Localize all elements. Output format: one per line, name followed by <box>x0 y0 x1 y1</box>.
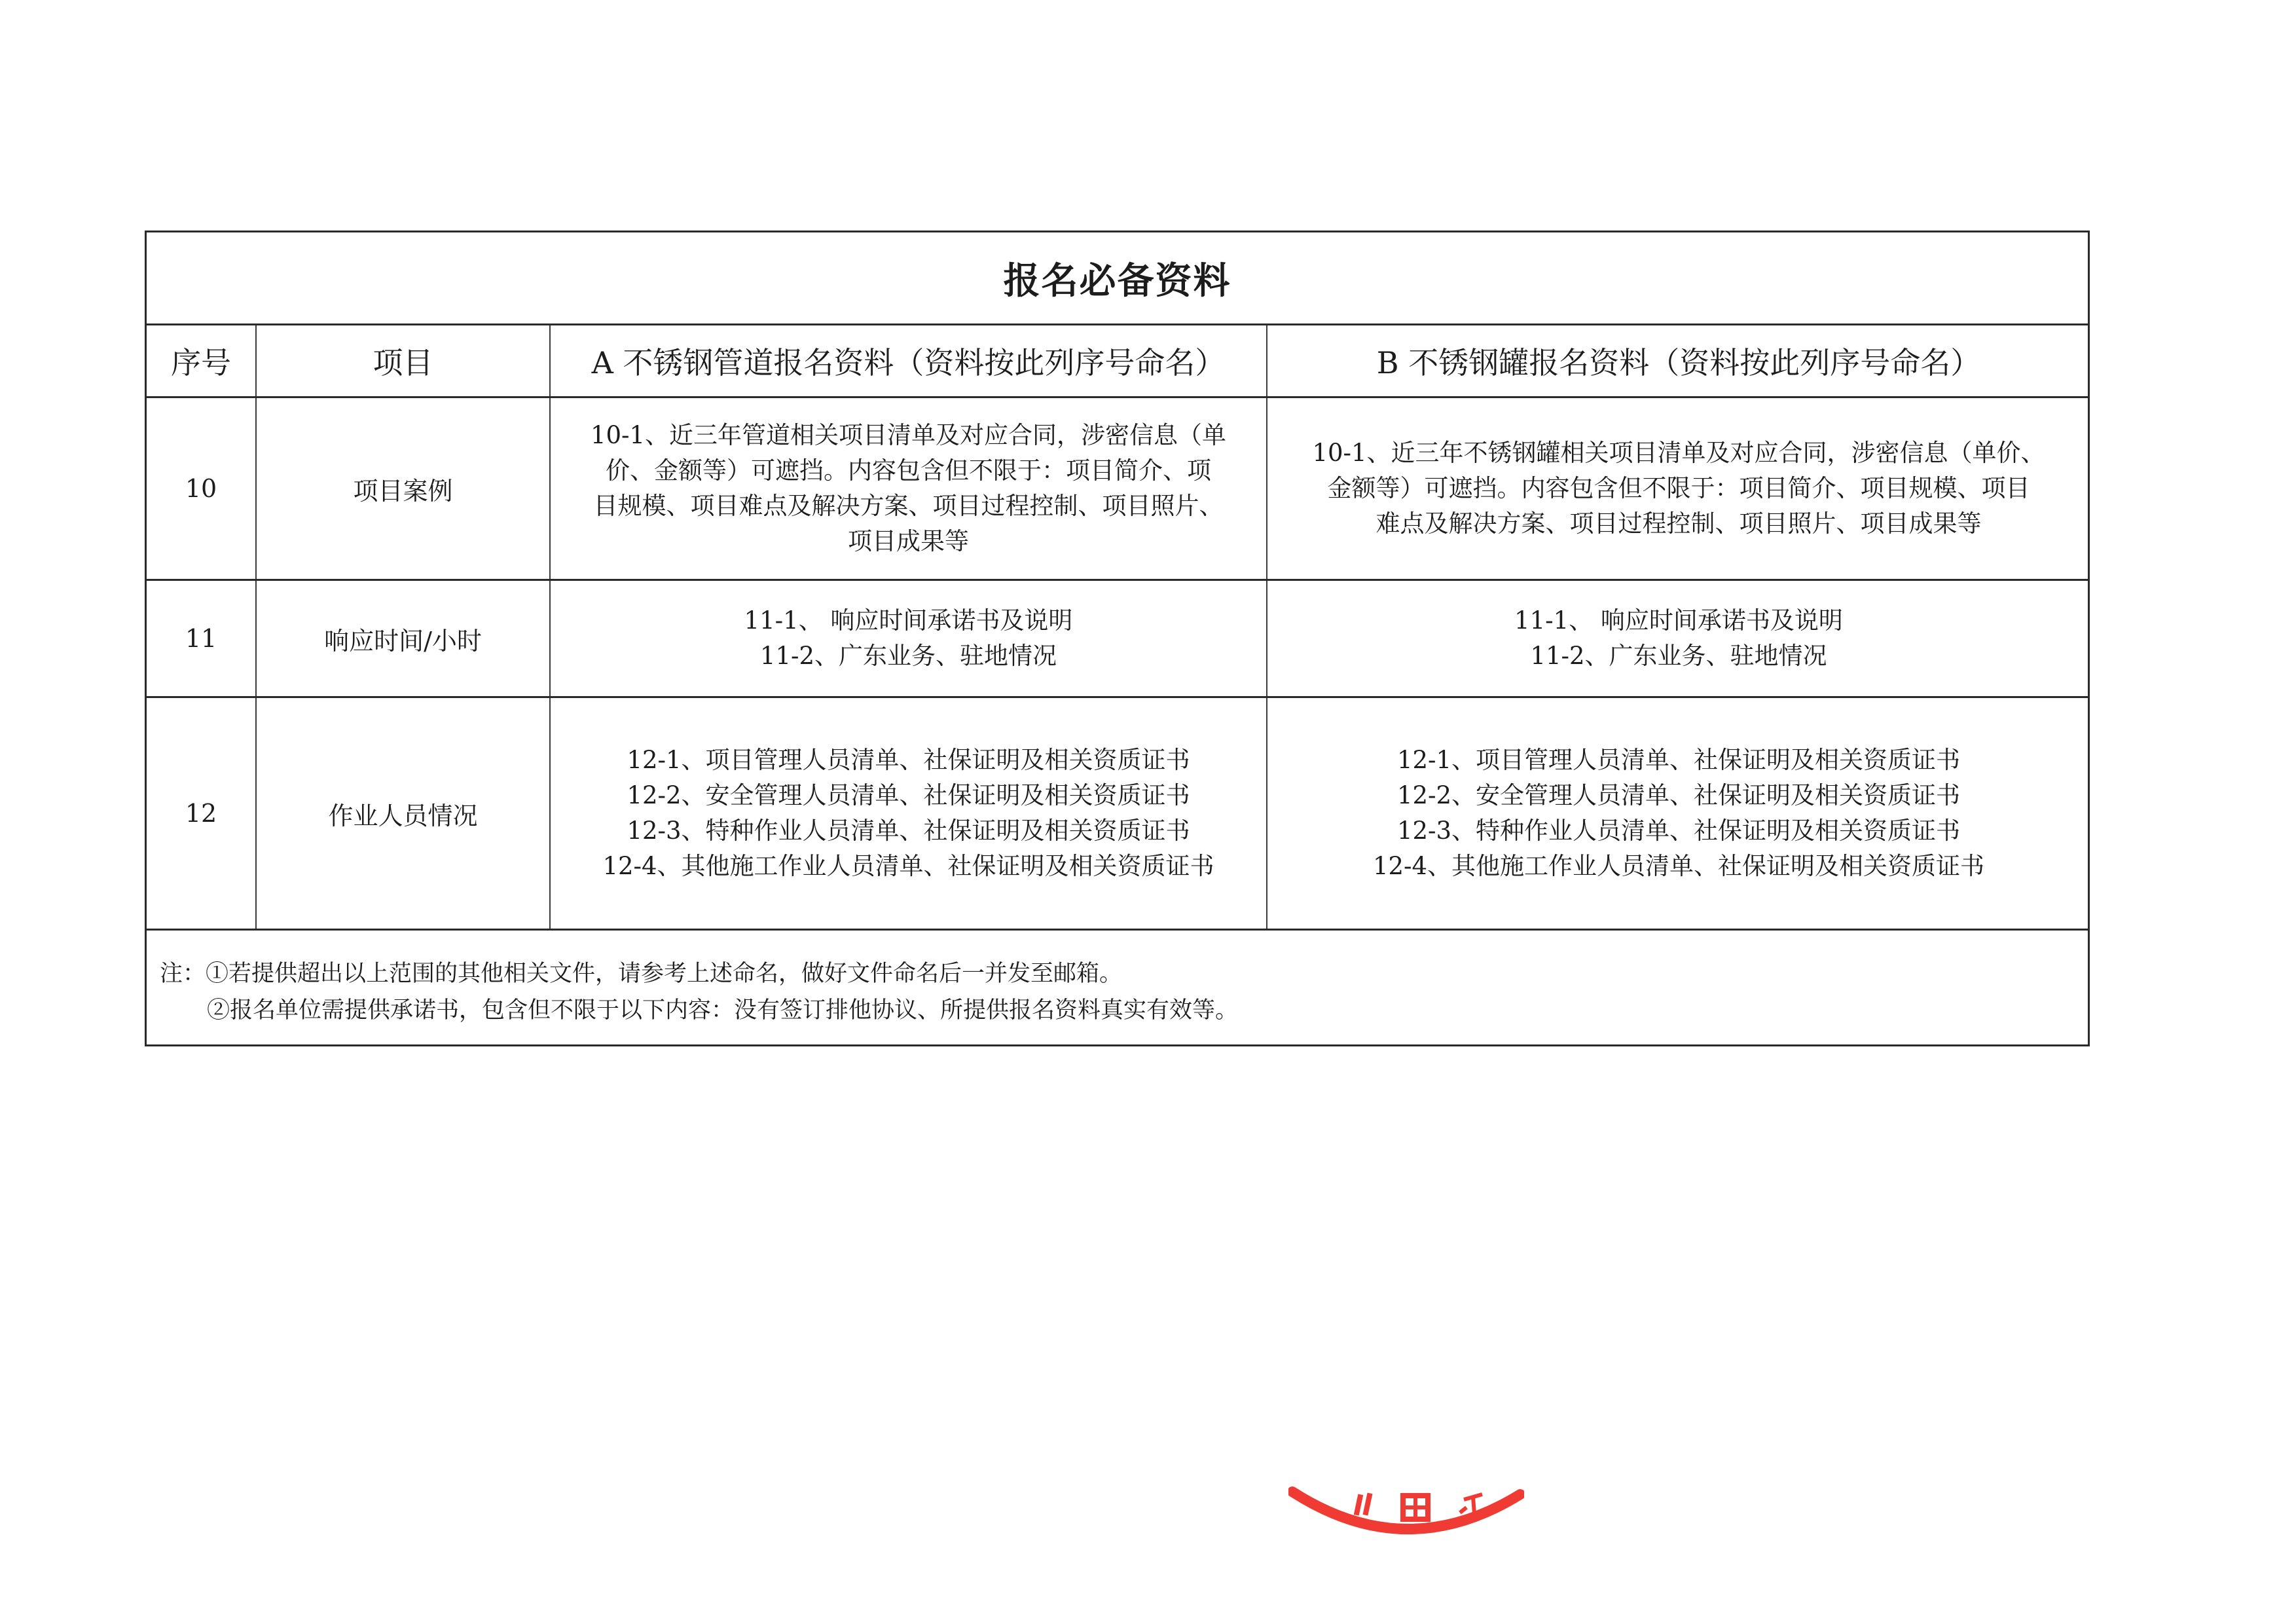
row-seq: 11 <box>147 581 257 696</box>
title-cell <box>147 232 2088 323</box>
row-item: 响应时间/小时 <box>257 581 551 696</box>
notes <box>147 931 2088 1044</box>
table-row <box>147 698 2088 931</box>
row-col-a <box>551 698 1267 929</box>
table-title: 报名必备资料 <box>1003 259 1231 303</box>
row-col-a <box>551 398 1267 579</box>
note-line-2: ②报名单位需提供承诺书，包含但不限于以下内容：没有签订排他协议、所提供报名资料真实有效等。 <box>207 997 1239 1024</box>
row-seq: 10 <box>147 398 257 579</box>
header-row <box>147 325 2088 398</box>
text-line: 11-1、 响应时间承诺书及说明 <box>744 606 1073 635</box>
row-item: 作业人员情况 <box>257 698 551 929</box>
text-line: 10-1、近三年管道相关项目清单及对应合同，涉密信息（单 <box>590 421 1227 449</box>
text-line: 12-1、项目管理人员清单、社保证明及相关资质证书 <box>1396 746 1961 774</box>
header-seq: 序号 <box>147 325 257 396</box>
row-col-a <box>551 581 1267 696</box>
text-line: 12-2、安全管理人员清单、社保证明及相关资质证书 <box>627 781 1190 809</box>
header-item: 项目 <box>257 325 551 396</box>
text-line: 难点及解决方案、项目过程控制、项目照片、项目成果等 <box>1376 509 1982 538</box>
row-item: 项目案例 <box>257 398 551 579</box>
row-col-b <box>1267 581 2090 696</box>
red-seal-stamp-icon <box>1288 1467 1524 1552</box>
text-line: 项目成果等 <box>848 527 969 555</box>
text-line: 11-1、 响应时间承诺书及说明 <box>1514 606 1843 635</box>
text-line: 12-4、其他施工作业人员清单、社保证明及相关资质证书 <box>1372 852 1985 880</box>
header-col-b: B 不锈钢罐报名资料（资料按此列序号命名） <box>1376 345 1981 380</box>
text-line: 12-4、其他施工作业人员清单、社保证明及相关资质证书 <box>602 852 1214 880</box>
header-col-a: A 不锈钢管道报名资料（资料按此列序号命名） <box>551 325 1267 396</box>
text-line: 12-3、特种作业人员清单、社保证明及相关资质证书 <box>1396 817 1961 845</box>
text-line: 11-2、广东业务、驻地情况 <box>759 642 1057 670</box>
row-col-b <box>1267 398 2090 579</box>
table-row <box>147 398 2088 581</box>
row-seq: 12 <box>147 698 257 929</box>
note-line-1: 注：①若提供超出以上范围的其他相关文件，请参考上述命名，做好文件命名后一并发至邮箱。 <box>160 961 1123 987</box>
title-row <box>147 232 2088 325</box>
row-col-b <box>1267 698 2090 929</box>
text-line: 12-2、安全管理人员清单、社保证明及相关资质证书 <box>1396 781 1961 809</box>
text-line: 10-1、近三年不锈钢罐相关项目清单及对应合同，涉密信息（单价、 <box>1312 439 2045 467</box>
text-line: 12-3、特种作业人员清单、社保证明及相关资质证书 <box>627 817 1190 845</box>
requirements-table <box>145 231 2090 1046</box>
text-line: 目规模、项目难点及解决方案、项目过程控制、项目照片、 <box>593 492 1224 520</box>
text-line: 11-2、广东业务、驻地情况 <box>1530 642 1827 670</box>
table-row <box>147 581 2088 698</box>
text-line: 金额等）可遮挡。内容包含但不限于：项目简介、项目规模、项目 <box>1327 474 2030 502</box>
text-line: 12-1、项目管理人员清单、社保证明及相关资质证书 <box>627 746 1190 774</box>
text-line: 价、金额等）可遮挡。内容包含但不限于：项目简介、项 <box>606 456 1211 485</box>
